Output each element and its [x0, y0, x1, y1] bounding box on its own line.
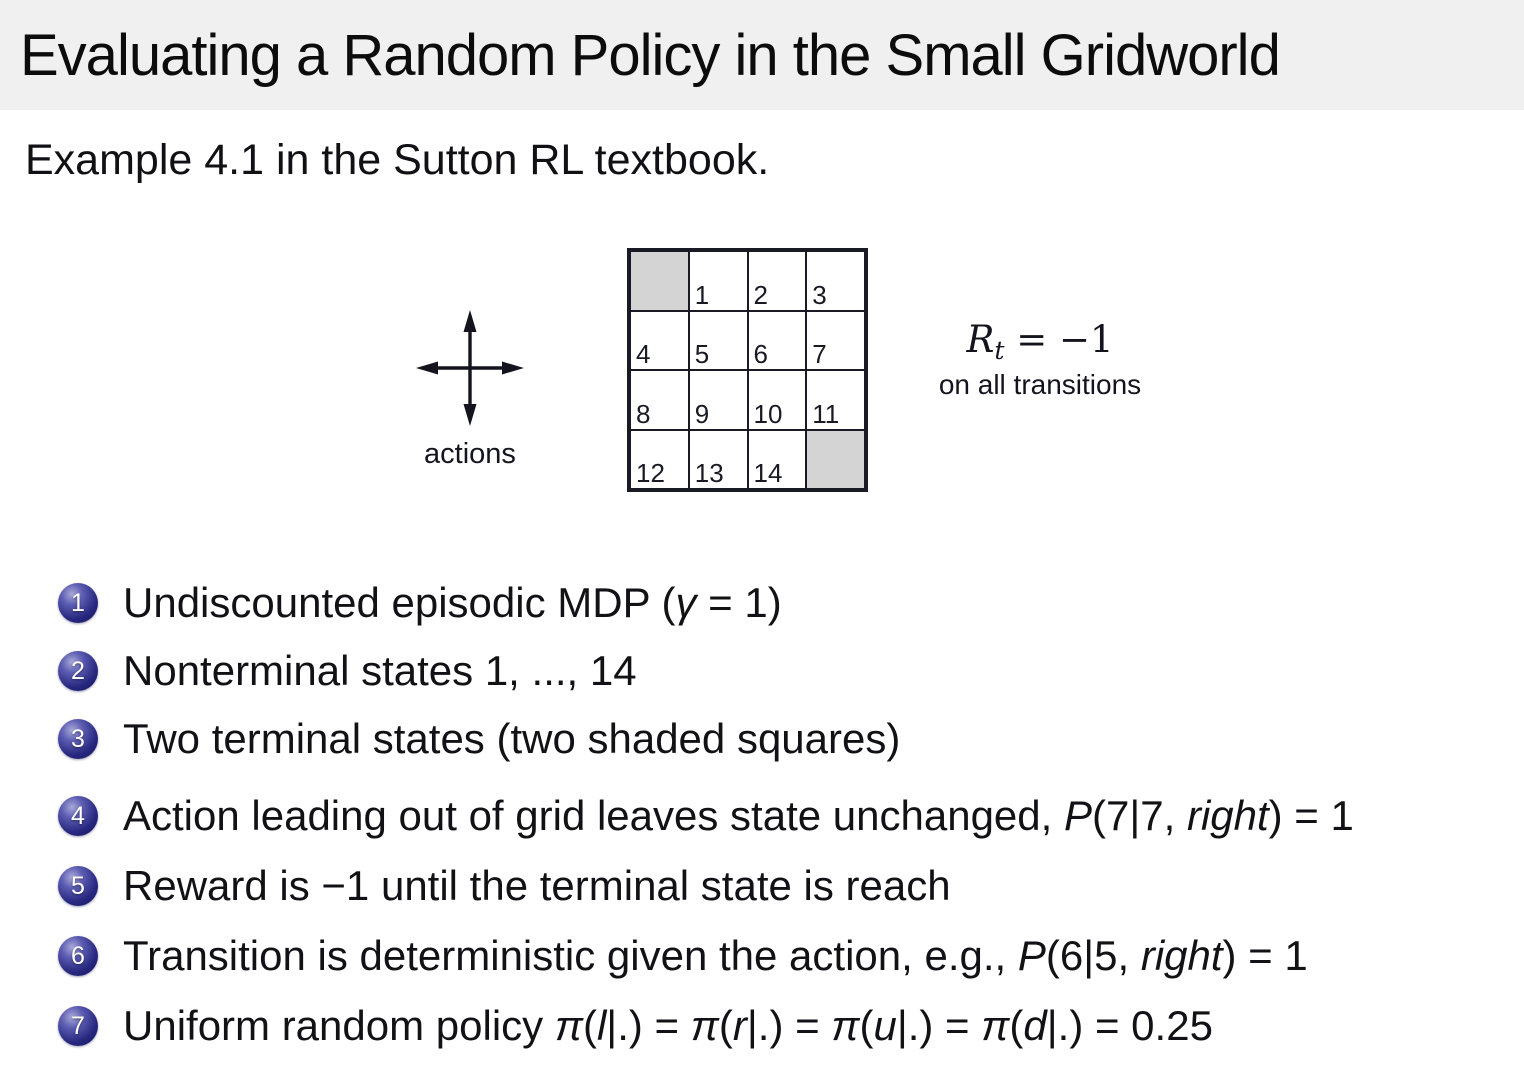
- reward-block: [900, 320, 1180, 401]
- text-segment: |.) = 0.25: [1046, 1002, 1213, 1049]
- state-number: 5: [694, 339, 710, 369]
- text-segment: P: [1017, 932, 1046, 979]
- item-text: [123, 647, 637, 695]
- actions-cross-icon: [404, 298, 536, 438]
- subtitle: Example 4.1 in the Sutton RL textbook.: [25, 136, 770, 184]
- state-cell: [748, 370, 807, 430]
- text-segment: R: [966, 318, 995, 361]
- text-segment: = 1): [696, 579, 782, 626]
- text-segment: Transition is deterministic given the action, e.g.,: [123, 932, 1018, 979]
- list-item-1: [58, 577, 782, 629]
- list-item-3: [58, 713, 900, 765]
- item-text: [123, 932, 1308, 980]
- text-segment: t: [994, 336, 1005, 366]
- text-segment: Reward is: [123, 862, 322, 909]
- text-segment: ) = 1: [1268, 792, 1354, 839]
- text-segment: π: [831, 1002, 860, 1049]
- text-segment: −1: [321, 862, 370, 909]
- text-segment: right: [1140, 932, 1223, 979]
- text-segment: Uniform random policy: [123, 1002, 555, 1049]
- text-segment: π: [981, 1002, 1010, 1049]
- item-text: [123, 1002, 1213, 1050]
- text-segment: |.) =: [746, 1002, 832, 1049]
- list-item-5: [58, 860, 951, 912]
- list-item-4: [58, 790, 1354, 842]
- terminal-cell: [806, 430, 865, 490]
- state-number: 9: [694, 398, 710, 429]
- state-number: 3: [812, 279, 827, 310]
- item-text: [123, 579, 782, 627]
- state-cell: [748, 430, 807, 490]
- item-number-badge: 4: [58, 796, 98, 836]
- state-cell: [630, 370, 689, 430]
- reward-note: on all transitions: [938, 368, 1142, 400]
- state-cell: [806, 251, 865, 311]
- text-segment: (: [1009, 1002, 1024, 1049]
- text-segment: (7|7,: [1092, 792, 1187, 839]
- gridworld-grid: [627, 248, 868, 492]
- state-number: 13: [694, 458, 724, 488]
- text-segment: Undiscounted episodic MDP: [123, 579, 662, 626]
- reward-formula: [900, 320, 1180, 365]
- terminal-cell: [630, 251, 689, 311]
- text-segment: l: [596, 1002, 607, 1049]
- text-segment: |.) =: [606, 1002, 691, 1049]
- state-number: 14: [753, 458, 783, 488]
- item-number-badge: 7: [58, 1006, 98, 1046]
- item-number-badge: 3: [58, 719, 98, 759]
- text-segment: 1, ..., 14: [484, 647, 637, 694]
- state-number: 2: [753, 279, 768, 310]
- state-cell: [748, 311, 807, 371]
- actions-label: actions: [424, 438, 516, 470]
- text-segment: P: [1063, 792, 1092, 839]
- text-segment: π: [554, 1002, 583, 1049]
- item-text: [123, 862, 951, 910]
- text-segment: ) = 1: [1222, 932, 1308, 979]
- text-segment: until the terminal state is reach: [369, 862, 951, 909]
- state-number: 7: [812, 339, 827, 369]
- item-number-badge: 6: [58, 936, 98, 976]
- text-segment: |.) =: [896, 1002, 982, 1049]
- text-segment: (: [718, 1002, 733, 1049]
- state-number: 12: [636, 458, 665, 488]
- text-segment: (: [582, 1002, 597, 1049]
- list-item-2: [58, 645, 637, 697]
- state-cell: [630, 430, 689, 490]
- state-cell: [806, 370, 865, 430]
- text-segment: right: [1186, 792, 1269, 839]
- state-number: 8: [636, 398, 651, 429]
- state-number: 10: [753, 398, 783, 429]
- state-cell: [689, 430, 748, 490]
- text-segment: (: [661, 579, 676, 626]
- text-segment: γ: [675, 579, 697, 626]
- text-segment: (: [859, 1002, 874, 1049]
- state-cell: [748, 251, 807, 311]
- state-cell: [689, 370, 748, 430]
- slide-title-bar: [0, 0, 1524, 110]
- item-text: [123, 792, 1354, 840]
- text-segment: r: [732, 1002, 747, 1049]
- text-segment: d: [1023, 1002, 1047, 1049]
- state-number: 4: [636, 339, 651, 369]
- item-text: [123, 715, 900, 763]
- state-cell: [689, 251, 748, 311]
- list-item-6: [58, 930, 1308, 982]
- slide-title: Evaluating a Random Policy in the Small Gridworld: [20, 22, 1280, 88]
- text-segment: Nonterminal states: [123, 647, 485, 694]
- text-segment: u: [873, 1002, 897, 1049]
- text-segment: = −1: [1004, 318, 1114, 361]
- text-segment: Two terminal states (two shaded squares): [123, 715, 901, 762]
- state-number: 1: [694, 279, 710, 310]
- state-number: 6: [753, 339, 768, 369]
- list-item-7: [58, 1000, 1213, 1052]
- item-number-badge: 5: [58, 866, 98, 906]
- item-number-badge: 2: [58, 651, 98, 691]
- state-number: 11: [812, 398, 840, 429]
- text-segment: π: [690, 1002, 719, 1049]
- text-segment: Action leading out of grid leaves state unchanged,: [123, 792, 1064, 839]
- state-cell: [806, 311, 865, 371]
- state-cell: [689, 311, 748, 371]
- item-number-badge: 1: [58, 583, 98, 623]
- text-segment: (6|5,: [1045, 932, 1141, 979]
- state-cell: [630, 311, 689, 371]
